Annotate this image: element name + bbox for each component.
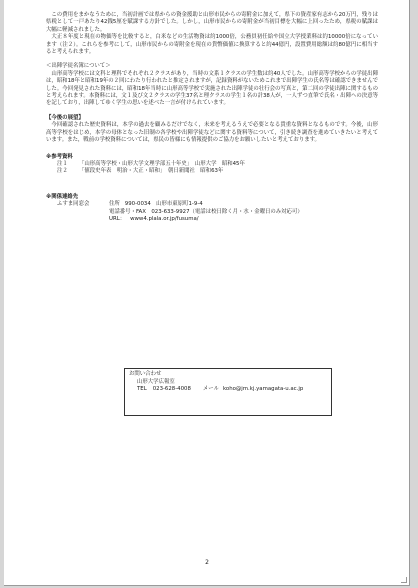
inquiry-title: お問い合わせ xyxy=(129,371,162,377)
contact-url-link[interactable]: www4.plala.or.jp/fusuma/ xyxy=(130,215,199,222)
reference-note-label: 注２ xyxy=(57,168,68,175)
page-corner-marker xyxy=(401,577,407,583)
contact-phone-fax: 電話番号・FAX 023-633-9927（電話は校日除く月・水・金曜日のみ対応可） xyxy=(109,208,303,215)
inquiry-box xyxy=(124,368,332,416)
paragraph-funding: この費用をまかなうために，当初計画では県からの資金援助と山形市民からの寄附金に加えて，県下の資産家有志から20万円，残りは県税として一戸あたり42銭5厘を賦課する方針でした。しかし，山形市民からの寄附金が当初目標を大幅に上回ったため，県税の賦課は大幅に軽減されました。 xyxy=(46,12,378,33)
heading-outlook: 【今後の展望】 xyxy=(46,114,84,121)
inquiry-mail-link[interactable]: koho@jm.kj.yamagata-u.ac.jp xyxy=(222,386,304,393)
page-number: 2 xyxy=(205,559,209,566)
inquiry-mail-label: メール xyxy=(202,386,219,393)
reference-note-text: 「山形高等学校・山形大学文理学部五十年史」 山形大学 昭和45年 xyxy=(79,160,245,167)
inquiry-dept: 山形大学広報室 xyxy=(137,378,175,385)
document-page xyxy=(4,0,410,586)
paragraph-price-comparison: 大正８年度と現在の物価等を比較すると，白米などの生活物資は約1000倍，公務員初任給や国立大学授業料は約10000倍になっています（注２）。これらを参考にして，山形市民からの寄附金を現在の貨幣価値に換算すると約44億円，設置費用総額は約80億円に相当すると考えられます。 xyxy=(46,34,378,56)
contact-heading: ※関係連絡先 xyxy=(46,193,79,200)
paragraph-roster: 山形高等学校には文科と理科でそれぞれ２クラスがあり，当時の文系１クラスの学生数は約40人でした。山形高等学校からの学徒出陣は，昭和18年と昭和19年の２回にわたり行われたと推定されますが，記録資料がないためこれまで出陣学生の氏名等は確認できませんでした。今回発見された資料には，昭和18年当時に山形高等学校で実施された出陣学徒の壮行会の写真と，第二回の学徒出陣に関するものと考えられます。本資料には，文１及び文２クラスの学生37名と理クラスの学生１名の計38人が，一人ずつ直筆で氏名・出陣への決意等を記しており，出陣してゆく学生の思いを述べた一言が付けられています。 xyxy=(46,70,378,107)
references-heading: ※参考資料 xyxy=(46,153,73,160)
inquiry-tel-label: TEL xyxy=(137,386,147,393)
page-content xyxy=(46,12,378,223)
contact-url-label: URL： xyxy=(109,215,126,222)
inquiry-tel: 023-628-4008 xyxy=(152,386,191,393)
contact-org: ふすま同窓会 xyxy=(57,201,90,208)
reference-note-label: 注１ xyxy=(57,160,68,167)
reference-note-text: 「値段史年表 明治・大正・昭和」 朝日新聞社 昭和63年 xyxy=(79,168,224,175)
section-subheading-roster: ＜出陣学徒名簿について＞ xyxy=(46,63,111,70)
paragraph-outlook: 今回確認された歴史資料は，本学の過去を顧みるだけでなく，未来を考えるうえで必要となる貴重な資料となるものです。今後，山形高等学校をはじめ，本学の母体となった旧制の各学校や出陣学徒などに関する資料等について，引き続き調査を進めていきたいと考えています。また，戦前の学校資料については，県民の皆様にも情報提供のご協力をお願いしたいと考えております。 xyxy=(46,122,378,144)
contact-address: 990-0034 山形市東原町1-9-4 xyxy=(124,201,203,208)
contact-address-label: 住所 xyxy=(109,201,120,208)
contact-section xyxy=(46,194,378,224)
references-section xyxy=(46,154,378,176)
reference-note xyxy=(46,168,378,175)
